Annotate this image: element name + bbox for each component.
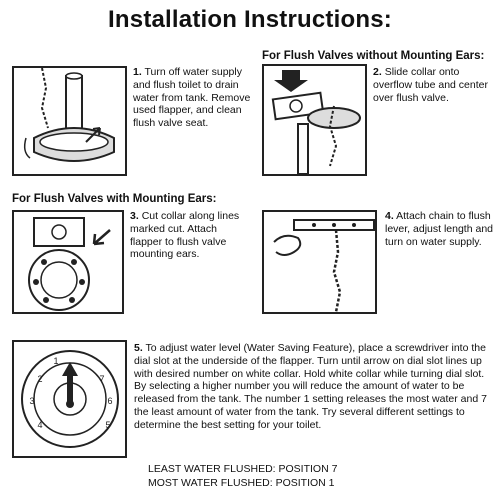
subhead-without-ears: For Flush Valves without Mounting Ears: — [262, 50, 485, 62]
step-1-text: Turn off water supply and flush toilet to drain water from tank. Remove used flapper, and clean flush valve seat. — [133, 66, 251, 130]
flush-valve-drawing — [14, 68, 125, 174]
step-5-number: 5. — [134, 342, 143, 354]
most-water-note: MOST WATER FLUSHED: POSITION 1 — [148, 477, 335, 489]
step-5-illustration — [12, 340, 127, 458]
dial-number-3: 3 — [29, 396, 35, 406]
step-3-text: Cut collar along lines marked cut. Attach flapper to flush valve mounting ears. — [130, 210, 240, 261]
step-3-illustration — [12, 210, 124, 314]
step-2-text: Slide collar onto overflow tube and center over flush valve. — [373, 66, 488, 104]
page-title: Installation Instructions: — [108, 6, 392, 33]
step-2-illustration — [262, 64, 367, 176]
collar-on-tube-drawing — [264, 66, 365, 174]
dial-number-7: 7 — [99, 374, 105, 384]
least-water-note: LEAST WATER FLUSHED: POSITION 7 — [148, 463, 338, 475]
step-2-number: 2. — [373, 66, 382, 78]
step-3 — [130, 210, 248, 261]
dial-number-1: 1 — [53, 356, 59, 366]
step-5-text: To adjust water level (Water Saving Feature), place a screwdriver into the dial slot at the underside of the flapper. Turn until arrow on dial slot lines up with desired number on white collar. Hold white collar while turning dial slot. By selecting a higher number you will reduce the amount of water to be released from the tank. The number 1 setting releases the most water and 7 the least amount of water from the tank. Try several different settings to determine the best setting for your toilet. — [134, 342, 487, 431]
flapper-ears-drawing — [14, 212, 122, 312]
step-2 — [373, 66, 491, 104]
step-5 — [134, 342, 492, 432]
step-4-text: Attach chain to flush lever, adjust length and turn on water supply. — [385, 210, 493, 248]
dial-number-4: 4 — [37, 420, 43, 430]
step-1-number: 1. — [133, 66, 142, 78]
chain-lever-drawing — [264, 212, 375, 312]
dial-number-5: 5 — [105, 420, 111, 430]
step-4-number: 4. — [385, 210, 394, 222]
step-4-illustration — [262, 210, 377, 314]
water-dial-drawing — [14, 342, 125, 456]
step-4 — [385, 210, 493, 248]
step-1-illustration — [12, 66, 127, 176]
dial-number-2: 2 — [37, 374, 43, 384]
subhead-with-ears: For Flush Valves with Mounting Ears: — [12, 193, 217, 205]
step-1 — [133, 66, 261, 130]
step-3-number: 3. — [130, 210, 139, 222]
dial-number-6: 6 — [107, 396, 113, 406]
